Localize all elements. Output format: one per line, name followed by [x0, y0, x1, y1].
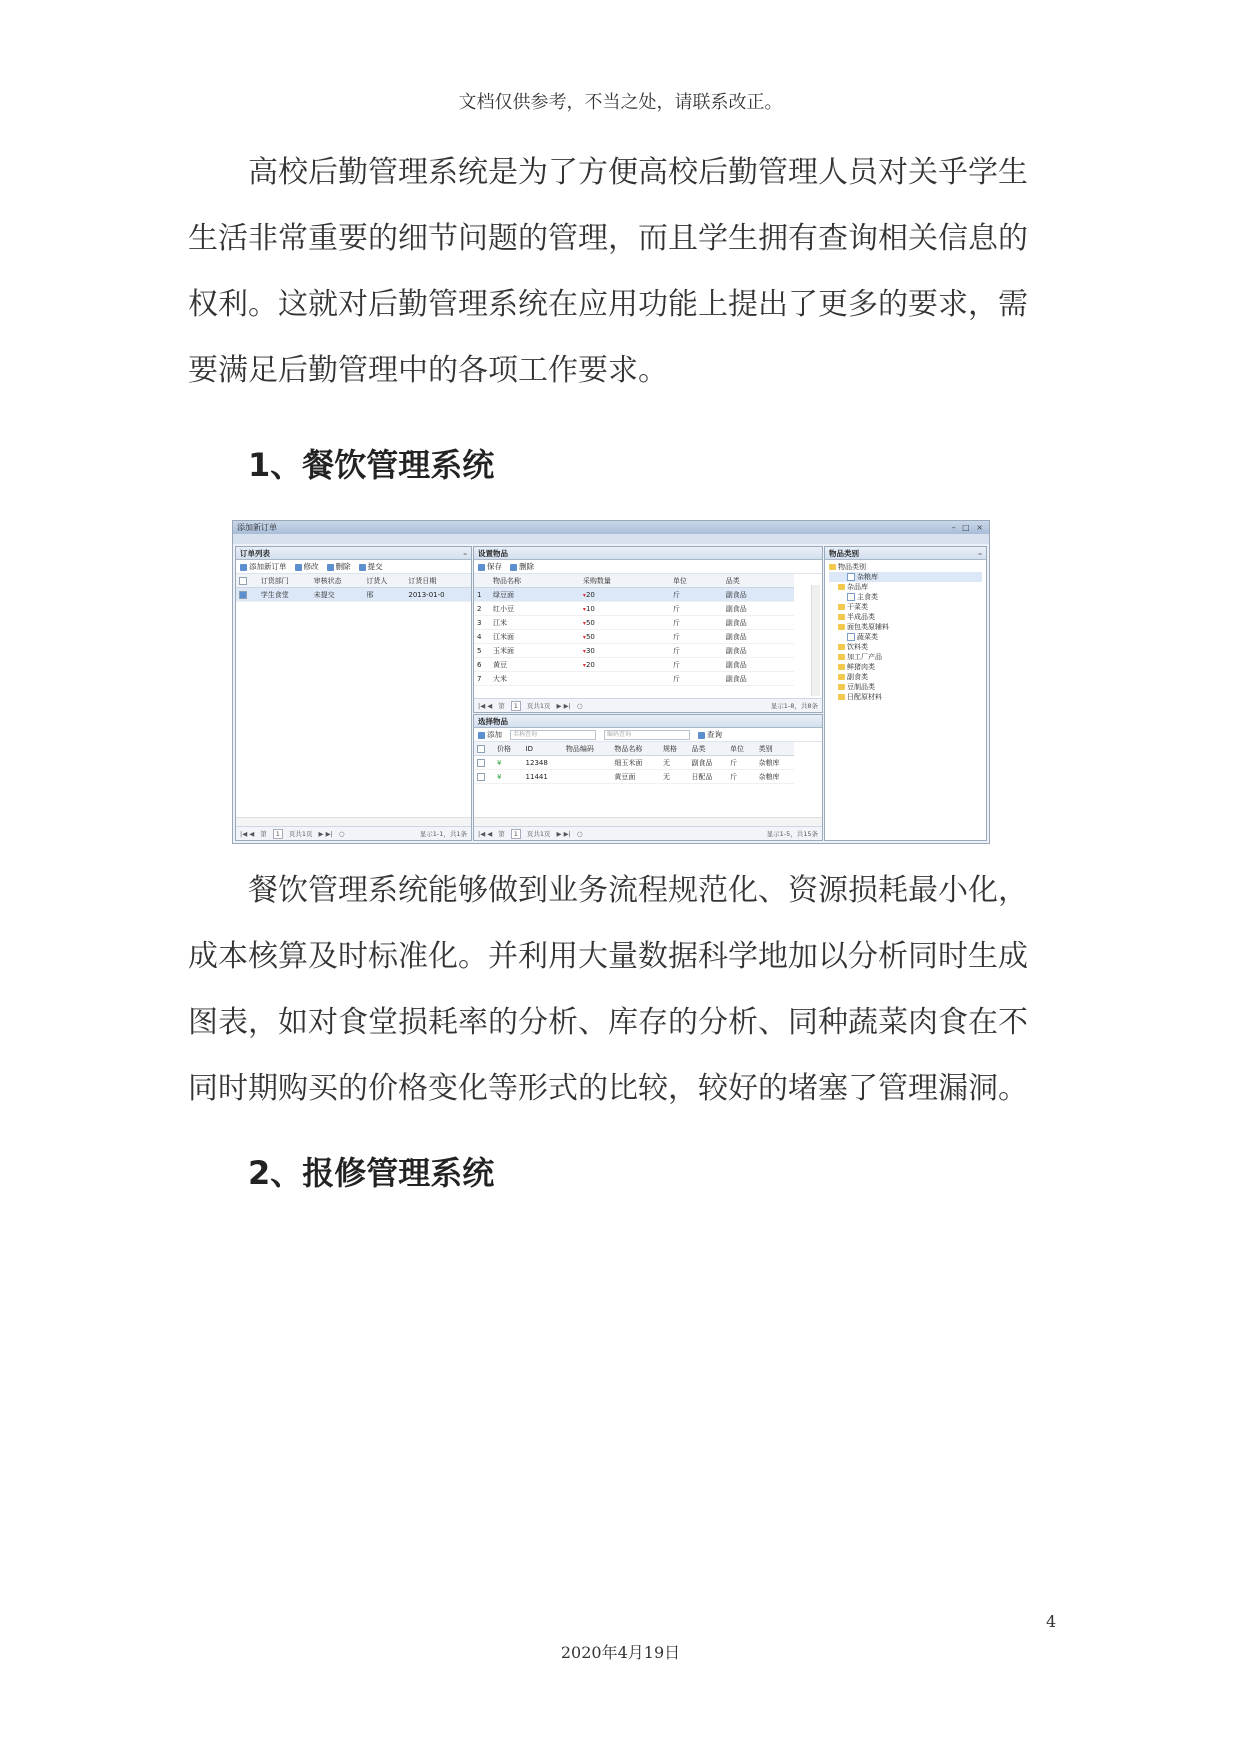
leaf-node-icon — [847, 633, 855, 641]
intro-text: 高校后勤管理系统是为了方便高校后勤管理人员对关乎学生生活非常重要的细节问题的管理，而且学生拥有查询相关信息的权利。这就对后勤管理系统在应用功能上提出了更多的要求，需要满足后勤管理中的各项工作要求。 — [188, 155, 1028, 388]
cell-value: 20 — [585, 590, 595, 599]
select-all-checkbox[interactable] — [474, 742, 494, 756]
submit-order-button[interactable] — [359, 561, 383, 572]
order-toolbar — [236, 560, 471, 574]
cell: 斤 — [670, 658, 723, 672]
page-number: 4 — [1046, 1612, 1057, 1631]
cell: 副食品 — [689, 756, 728, 770]
folder-icon — [838, 694, 845, 700]
dirty-mark: ▾ — [582, 647, 586, 655]
save-button[interactable] — [478, 561, 502, 572]
delete-order-label: 删除 — [335, 562, 351, 571]
folder-icon — [838, 684, 845, 690]
add-goods-label: 添加 — [487, 730, 502, 739]
delete-order-button[interactable] — [327, 561, 351, 572]
cell: 江米面 — [490, 630, 580, 644]
tree-item[interactable] — [829, 612, 982, 622]
tree-item-label: 鲜猪肉类 — [847, 663, 875, 671]
tree-item[interactable] — [829, 652, 982, 662]
cell: 无 — [660, 756, 689, 770]
col-price[interactable]: 价格 — [494, 742, 523, 756]
folder-icon — [838, 644, 845, 650]
folder-icon — [838, 604, 845, 610]
row-checkbox[interactable] — [236, 588, 258, 602]
category-tree — [825, 560, 986, 704]
cell: 黄豆 — [490, 658, 580, 672]
folder-icon — [838, 654, 845, 660]
tree-item-label: 饮料类 — [847, 643, 868, 651]
pager-page-label: 第 — [260, 830, 267, 838]
select-goods-panel — [473, 714, 823, 841]
order-hscrollbar[interactable] — [236, 817, 471, 826]
select-goods-toolbar — [474, 728, 822, 742]
cell[interactable] — [580, 658, 670, 672]
table-row[interactable] — [474, 672, 794, 686]
folder-icon — [838, 584, 845, 590]
table-row[interactable] — [474, 630, 794, 644]
cell: 红小豆 — [490, 602, 580, 616]
col-index — [474, 574, 490, 588]
col-department[interactable]: 订货部门 — [258, 574, 311, 588]
cell[interactable] — [580, 644, 670, 658]
section2-heading: 2、报修管理系统 — [248, 1154, 495, 1192]
goods-vscrollbar[interactable] — [811, 585, 820, 696]
folder-icon — [838, 674, 845, 680]
window-menubar — [233, 534, 989, 544]
window-title: 添加新订单 — [237, 523, 277, 532]
cell: 斤 — [670, 644, 723, 658]
tree-item[interactable] — [829, 662, 982, 672]
category-panel-title: 物品类别 — [829, 548, 859, 558]
section1-text: 餐饮管理系统能够做到业务流程规范化、资源损耗最小化，成本核算及时标准化。并利用大量数据科学地加以分析同时生成图表，如对食堂损耗率的分析、库存的分析、同种蔬菜肉食在不同时期购买的价格变化等形式的比较，较好的堵塞了管理漏洞。 — [188, 873, 1028, 1106]
cell-value: 10 — [585, 604, 595, 613]
dirty-mark: ▾ — [582, 661, 586, 669]
footer-date: 2020年4月19日 — [560, 1643, 681, 1662]
search-icon — [698, 732, 705, 739]
row-checkbox[interactable] — [474, 756, 494, 770]
folder-icon — [838, 624, 845, 630]
table-row[interactable] — [474, 770, 794, 784]
dirty-mark: ▾ — [582, 605, 586, 613]
tree-item[interactable] — [829, 562, 982, 572]
order-list-panel — [235, 546, 472, 841]
table-row[interactable] — [474, 756, 794, 770]
cell: 斤 — [670, 616, 723, 630]
category-panel — [824, 546, 987, 841]
pager-first-icon[interactable]: |◀ ◀ — [240, 829, 255, 838]
tree-item[interactable] — [829, 572, 982, 582]
add-icon — [240, 564, 247, 571]
delete-icon — [327, 564, 334, 571]
query-label: 查询 — [707, 730, 722, 739]
select-goods-title: 选择物品 — [478, 716, 508, 726]
tree-item[interactable] — [829, 672, 982, 682]
delete-icon — [510, 564, 517, 571]
col-category[interactable]: 品类 — [723, 574, 794, 588]
cell: 无 — [660, 770, 689, 784]
cell: 日配品 — [689, 770, 728, 784]
cell: 学生食堂 — [258, 588, 311, 602]
order-pager — [236, 826, 471, 840]
cell: 2013-01-0 — [405, 588, 471, 602]
cell: 副食品 — [723, 602, 794, 616]
select-goods-table — [474, 742, 794, 784]
tree-item-label: 面包类原辅料 — [847, 623, 889, 631]
add-goods-button[interactable] — [478, 729, 502, 740]
tree-item[interactable] — [829, 582, 982, 592]
tree-item[interactable] — [829, 692, 982, 702]
delete-goods-button[interactable] — [510, 561, 534, 572]
col-goods-code[interactable]: 物品编码 — [563, 742, 612, 756]
table-row[interactable] — [474, 588, 794, 602]
cell: 未提交 — [311, 588, 364, 602]
col-unit[interactable]: 单位 — [727, 742, 756, 756]
cell[interactable] — [580, 616, 670, 630]
cell: 副食品 — [723, 672, 794, 686]
pager-first-icon[interactable]: |◀ ◀ — [478, 829, 493, 838]
cell: 5 — [474, 644, 490, 658]
cell: 江米 — [490, 616, 580, 630]
cell: 4 — [474, 630, 490, 644]
price-icon[interactable]: ¥ — [494, 770, 523, 784]
pager-next-icon[interactable]: ▶ ▶| — [556, 829, 571, 838]
add-order-button[interactable] — [240, 561, 287, 572]
select-goods-pager — [474, 826, 822, 840]
goods-toolbar — [474, 560, 822, 574]
cell: 副食品 — [723, 588, 794, 602]
collapse-icon[interactable]: – — [463, 548, 467, 558]
goods-pager — [474, 698, 822, 712]
edit-order-label: 修改 — [303, 562, 319, 571]
cell: 斤 — [670, 672, 723, 686]
edit-icon — [295, 564, 302, 571]
cell — [563, 756, 612, 770]
order-list-header — [236, 547, 471, 560]
pager-page-label: 第 — [498, 830, 505, 838]
goods-table-header — [474, 574, 794, 588]
tree-item-label: 干菜类 — [847, 603, 868, 611]
tree-item-label: 半成品类 — [847, 613, 875, 621]
cell: 6 — [474, 658, 490, 672]
collapse-icon[interactable]: – — [978, 548, 982, 558]
add-order-label: 添加新订单 — [249, 562, 287, 571]
cell: 副食品 — [723, 616, 794, 630]
cell: 黄豆面 — [611, 770, 660, 784]
cell: 斤 — [670, 588, 723, 602]
cell[interactable] — [580, 588, 670, 602]
cell: 斤 — [727, 770, 756, 784]
cell: 1 — [474, 588, 490, 602]
section1-heading: 1、餐饮管理系统 — [248, 446, 495, 484]
pager-summary: 显示1-5，共15条 — [766, 830, 818, 838]
edit-order-button[interactable] — [295, 561, 319, 572]
tree-item[interactable] — [829, 682, 982, 692]
cell — [563, 770, 612, 784]
table-row[interactable] — [474, 658, 794, 672]
code-search-input[interactable]: 编码查询 — [604, 730, 690, 740]
tree-item-label: 日配原材料 — [847, 693, 882, 701]
tree-item-label: 豆制品类 — [847, 683, 875, 691]
pager-page-input[interactable]: 1 — [273, 829, 283, 839]
cell: 杂粮库 — [756, 756, 795, 770]
order-table — [236, 574, 471, 602]
save-icon — [478, 564, 485, 571]
tree-item-label: 加工厂产品 — [847, 653, 882, 661]
query-button[interactable] — [698, 729, 722, 740]
goods-panel — [473, 546, 823, 713]
save-label: 保存 — [487, 562, 502, 571]
col-goods-name[interactable]: 物品名称 — [490, 574, 580, 588]
select-all-checkbox[interactable] — [236, 574, 258, 588]
dirty-mark: ▾ — [582, 619, 586, 627]
pager-page-total: 页共1页 — [526, 830, 551, 838]
refresh-icon[interactable]: ○ — [338, 829, 345, 838]
cell: 副食品 — [723, 644, 794, 658]
cell-value: 20 — [585, 660, 595, 669]
row-checkbox[interactable] — [474, 770, 494, 784]
col-class[interactable]: 类别 — [756, 742, 795, 756]
cell[interactable] — [580, 672, 670, 686]
pager-page-input[interactable]: 1 — [511, 829, 521, 839]
tree-item-label: 杂粮库 — [857, 573, 878, 581]
tree-item-label: 物品类别 — [838, 563, 866, 571]
tree-item[interactable] — [829, 622, 982, 632]
dirty-mark: ▾ — [582, 633, 586, 641]
select-goods-header — [474, 715, 822, 728]
cell: 杂粮库 — [756, 770, 795, 784]
tree-item[interactable] — [829, 592, 982, 602]
delete-goods-label: 删除 — [519, 562, 534, 571]
cell: 细玉米面 — [611, 756, 660, 770]
cell: 邢 — [363, 588, 405, 602]
cell: 12348 — [523, 756, 563, 770]
cell-value: 50 — [585, 618, 595, 627]
goods-panel-header — [474, 547, 822, 560]
refresh-icon[interactable]: ○ — [576, 701, 583, 710]
add-icon — [478, 732, 485, 739]
col-goods-name[interactable]: 物品名称 — [611, 742, 660, 756]
submit-order-label: 提交 — [367, 562, 383, 571]
pager-summary: 显示1-8，共8条 — [770, 702, 818, 710]
tree-item-label: 杂品库 — [847, 583, 868, 591]
tree-item[interactable] — [829, 602, 982, 612]
document-header: 文档仅供参考，不当之处，请联系改正。 — [458, 92, 783, 113]
pager-next-icon[interactable]: ▶ ▶| — [556, 701, 571, 710]
tree-item[interactable] — [829, 642, 982, 652]
col-date[interactable]: 订货日期 — [405, 574, 471, 588]
cell: 大米 — [490, 672, 580, 686]
leaf-node-icon — [847, 573, 855, 581]
goods-panel-title: 设置物品 — [478, 548, 508, 558]
select-goods-table-header — [474, 742, 794, 756]
refresh-icon[interactable]: ○ — [576, 829, 583, 838]
cell: 斤 — [727, 756, 756, 770]
table-row[interactable] — [236, 588, 471, 602]
cell: 斤 — [670, 630, 723, 644]
table-row[interactable] — [474, 644, 794, 658]
cell[interactable] — [580, 602, 670, 616]
col-id[interactable]: ID — [523, 742, 563, 756]
name-search-input[interactable]: 名称查询 — [510, 730, 596, 740]
pager-page-input[interactable]: 1 — [511, 701, 521, 711]
pager-page-total: 页共1页 — [526, 702, 551, 710]
cell: 副食品 — [723, 630, 794, 644]
cell: 玉米面 — [490, 644, 580, 658]
window-controls[interactable]: – □ × — [951, 523, 985, 532]
folder-icon — [829, 564, 836, 570]
col-status[interactable]: 审核状态 — [311, 574, 364, 588]
folder-icon — [838, 614, 845, 620]
pager-page-label: 第 — [498, 702, 505, 710]
col-category[interactable]: 品类 — [689, 742, 728, 756]
cell: 2 — [474, 602, 490, 616]
window-titlebar — [233, 521, 989, 534]
table-row[interactable] — [474, 616, 794, 630]
col-unit[interactable]: 单位 — [670, 574, 723, 588]
intro-paragraph — [188, 140, 1038, 404]
cell[interactable] — [580, 630, 670, 644]
dirty-mark: ▾ — [582, 591, 586, 599]
tree-item-label: 副食类 — [847, 673, 868, 681]
col-orderer[interactable]: 订货人 — [363, 574, 405, 588]
col-quantity[interactable]: 采购数量 — [580, 574, 670, 588]
order-table-header — [236, 574, 471, 588]
category-panel-header — [825, 547, 986, 560]
leaf-node-icon — [847, 593, 855, 601]
cell-value: 50 — [585, 632, 595, 641]
cell: 斤 — [670, 602, 723, 616]
pager-first-icon[interactable]: |◀ ◀ — [478, 701, 493, 710]
section1-paragraph — [188, 858, 1038, 1122]
pager-summary: 显示1-1，共1条 — [419, 830, 467, 838]
price-icon[interactable]: ¥ — [494, 756, 523, 770]
tree-item[interactable] — [829, 632, 982, 642]
catering-system-screenshot — [232, 520, 990, 844]
pager-page-total: 页共1页 — [288, 830, 313, 838]
goods-table — [474, 574, 794, 686]
col-spec[interactable]: 规格 — [660, 742, 689, 756]
cell: 3 — [474, 616, 490, 630]
submit-icon — [359, 564, 366, 571]
cell: 绿豆面 — [490, 588, 580, 602]
folder-icon — [838, 664, 845, 670]
tree-item-label: 主食类 — [857, 593, 878, 601]
tree-item-label: 蔬菜类 — [857, 633, 878, 641]
order-list-title: 订单列表 — [240, 548, 270, 558]
select-goods-hscrollbar[interactable] — [474, 817, 822, 826]
cell: 副食品 — [723, 658, 794, 672]
cell: 11441 — [523, 770, 563, 784]
pager-next-icon[interactable]: ▶ ▶| — [318, 829, 333, 838]
table-row[interactable] — [474, 602, 794, 616]
cell-value: 30 — [585, 646, 595, 655]
cell: 7 — [474, 672, 490, 686]
